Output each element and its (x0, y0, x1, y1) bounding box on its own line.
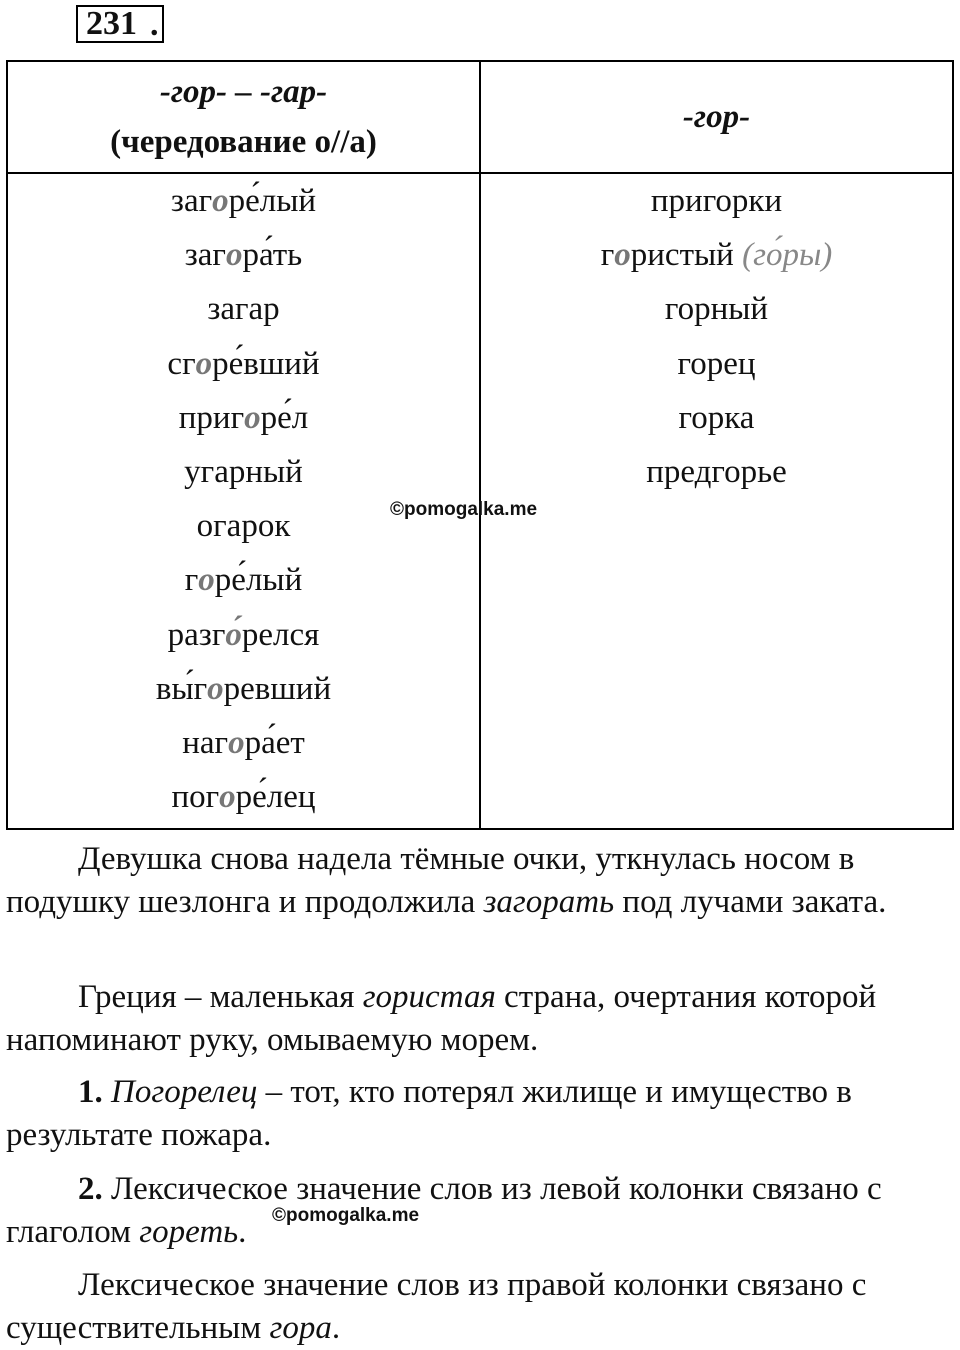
word-part: ристый (630, 237, 734, 274)
word-item (8, 612, 479, 666)
word-part: ре́лый (228, 183, 317, 219)
word-part: предгорье (646, 453, 787, 490)
watermark: ©pomogalka.me (390, 499, 538, 520)
p2-text-b: страна, очертания которой напоминают руку, омываемую морем. (6, 979, 877, 1058)
word-part: угарный (184, 453, 303, 490)
word-item (8, 720, 479, 774)
word-item (481, 178, 952, 232)
word-item (8, 232, 479, 286)
word-part: ре́лый (214, 562, 303, 599)
left-column-header (7, 61, 480, 173)
p3-text: – тот, кто потерял жилище и имущество в результате пожара. (6, 1074, 852, 1153)
word-item (8, 395, 479, 449)
word-part: заг (184, 237, 226, 274)
p4-text-b: . (238, 1214, 247, 1250)
word-item (8, 449, 479, 503)
left-header-roots: -гор- – -гар- (159, 74, 328, 110)
p5-text-a: Лексическое значение слов из правой колонки связано с существительным (6, 1267, 867, 1346)
p2-emphasis: гористая (362, 979, 496, 1015)
left-header-note: (чередование о//а) (110, 124, 377, 160)
p2-text-a: Греция – маленькая (78, 979, 363, 1015)
word-part: ре́л (260, 399, 309, 436)
word-part: ревший (223, 670, 332, 707)
p4-text-a: Лексическое значение слов из левой колонки связано с глаголом (6, 1171, 882, 1250)
highlighted-vowel: о (244, 399, 261, 436)
word-item (481, 286, 952, 340)
word-part: заг (170, 183, 213, 219)
right-column-cell (480, 173, 953, 829)
word-item (8, 178, 479, 232)
word-part: загар (207, 291, 280, 328)
word-part: наг (182, 724, 229, 761)
word-part: огарок (196, 508, 291, 545)
word-part: вы́г (155, 670, 208, 707)
p1-text-a: Девушка снова надела тёмные очки, уткнулась носом в подушку шезлонга и продолжила (6, 841, 855, 920)
right-word-list (481, 178, 952, 503)
watermark: ©pomogalka.me (272, 1205, 420, 1226)
word-part: горный (664, 291, 769, 328)
highlighted-vowel: о (212, 183, 229, 219)
word-part: горец (677, 345, 756, 382)
p5-text-b: . (331, 1310, 341, 1346)
paragraph-4 (6, 1168, 954, 1254)
word-note: (го́ры) (742, 237, 833, 274)
highlighted-vowel: о (198, 562, 215, 599)
p1-emphasis: загорать (483, 884, 615, 920)
word-part: релся (241, 616, 320, 653)
word-item (481, 341, 952, 395)
word-part: пог (171, 779, 220, 816)
root-table (6, 60, 954, 830)
p3-emphasis: Погорелец (111, 1074, 258, 1110)
word-item (8, 774, 479, 828)
highlighted-vowel: о (207, 670, 224, 707)
word-part: ра́ть (242, 237, 303, 274)
word-item (481, 395, 952, 449)
word-item (8, 557, 479, 611)
word-item (481, 232, 952, 286)
p4-emphasis: гореть (139, 1214, 239, 1250)
word-part: ре́вший (212, 345, 320, 382)
task-number-dot: . (150, 6, 159, 43)
highlighted-vowel: о (219, 779, 236, 816)
word-part: г (600, 237, 615, 274)
word-part: пригорки (650, 183, 783, 219)
word-part: ре́лец (235, 779, 316, 816)
paragraph-1 (6, 838, 954, 924)
p4-number: 2. (78, 1171, 103, 1207)
task-number: 231 (86, 5, 137, 42)
word-part: приг (178, 399, 245, 436)
paragraph-5 (6, 1264, 954, 1350)
highlighted-vowel: о (225, 237, 243, 274)
paragraph-2 (6, 976, 954, 1062)
highlighted-vowel: о (195, 345, 213, 382)
p5-emphasis: гора (269, 1310, 332, 1346)
word-part: г (184, 562, 199, 599)
word-part: горка (678, 399, 755, 436)
word-item (8, 666, 479, 720)
highlighted-vowel: о́ (225, 616, 242, 653)
word-item (8, 286, 479, 340)
highlighted-vowel: о (228, 724, 245, 761)
right-column-header (480, 61, 953, 173)
word-item (481, 449, 952, 503)
word-item (8, 341, 479, 395)
right-header-root: -гор- (682, 99, 751, 135)
word-part: сг (167, 345, 196, 382)
highlighted-vowel: о (614, 237, 631, 274)
p3-number: 1. (78, 1074, 103, 1110)
p1-text-b: под лучами заката. (614, 884, 887, 920)
paragraph-3 (6, 1071, 954, 1157)
word-part: разг (167, 616, 226, 653)
word-part: ра́ет (244, 724, 305, 761)
